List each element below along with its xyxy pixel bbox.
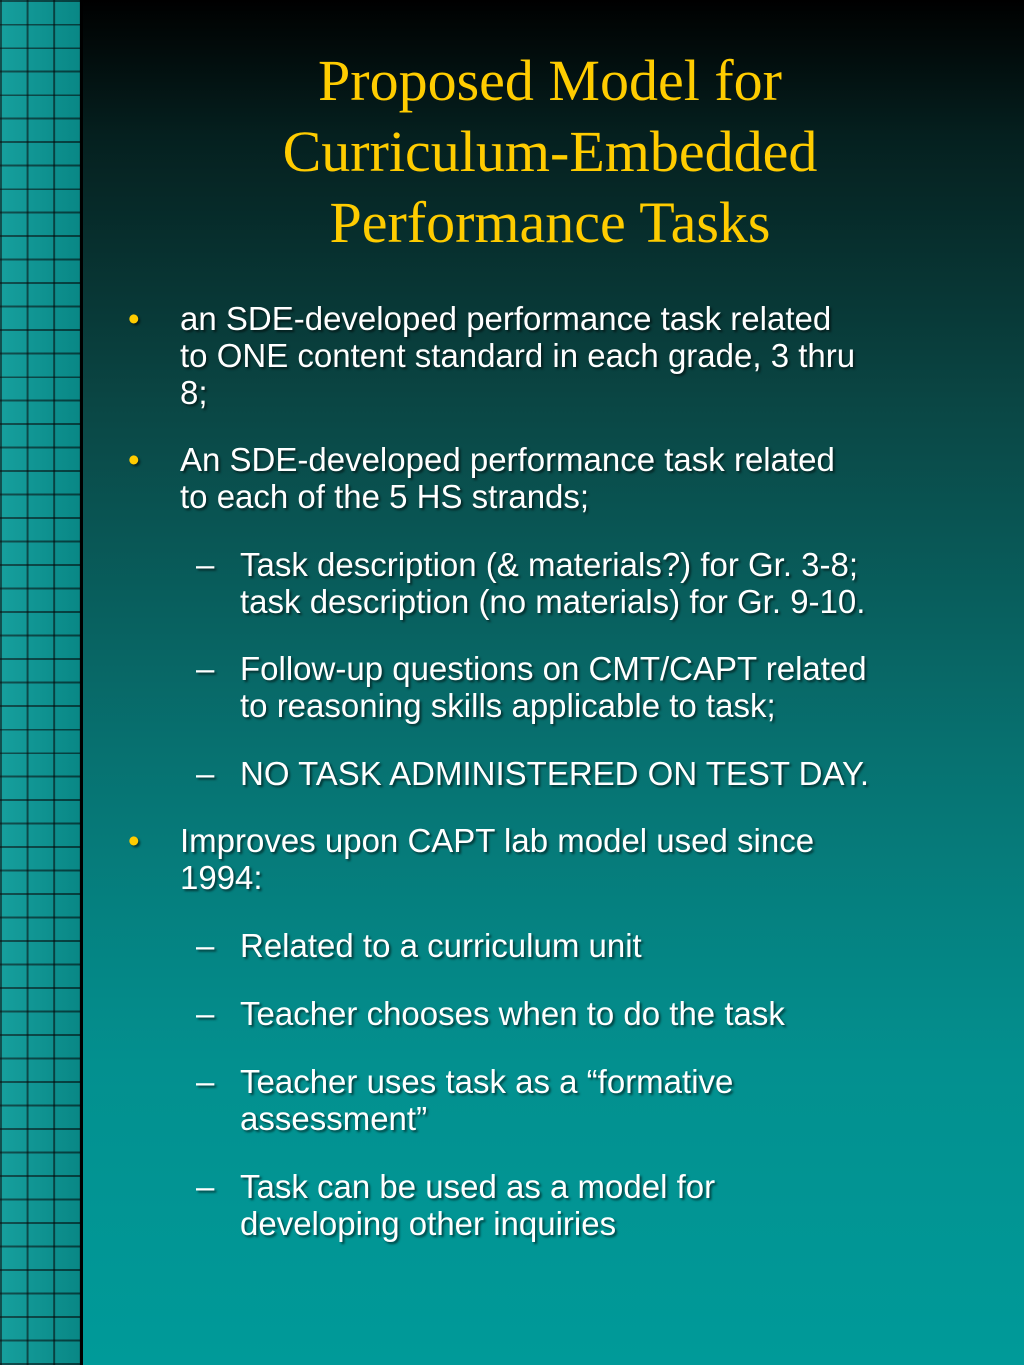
bullet-text-line: 1994: (180, 859, 263, 896)
bullet-marker: • (128, 300, 140, 337)
sub-bullet-item (196, 995, 1000, 1032)
bullet-text-line: an SDE-developed performance task related (180, 300, 832, 337)
bullet-marker: • (128, 822, 140, 859)
sub-bullet-text-line: Task description (& materials?) for Gr. 3-8; (240, 546, 859, 583)
sub-bullet-text-line: Related to a curriculum unit (240, 927, 642, 964)
bullet-text-line: Improves upon CAPT lab model used since (180, 822, 815, 859)
sub-bullet-item (196, 650, 1000, 724)
sub-bullet-text-line: task description (no materials) for Gr. 9-10. (240, 583, 866, 620)
sub-bullet-item (196, 1063, 1000, 1137)
sub-bullet-marker: – (196, 995, 215, 1032)
bullet-item (128, 300, 980, 411)
sub-bullet-marker: – (196, 1063, 215, 1100)
title-line: Proposed Model for (318, 48, 782, 113)
title-line: Curriculum-Embedded (282, 119, 818, 184)
sub-bullet-marker: – (196, 755, 215, 792)
sub-bullet-text-line: Teacher chooses when to do the task (240, 995, 785, 1032)
bullet-item (128, 822, 980, 896)
bullet-text-line: 8; (180, 374, 208, 411)
sub-bullet-marker: – (196, 546, 215, 583)
sub-bullet-text-line: developing other inquiries (240, 1205, 617, 1242)
sub-bullet-text-line: Teacher uses task as a “formative (240, 1063, 734, 1100)
bullet-text-line: to each of the 5 HS strands; (180, 478, 590, 515)
sub-bullet-item (196, 546, 1000, 620)
sub-bullet-item (196, 755, 1000, 792)
sub-bullet-text-line: assessment” (240, 1100, 428, 1137)
sub-bullet-marker: – (196, 1168, 215, 1205)
sub-bullet-marker: – (196, 650, 215, 687)
sub-bullet-item (196, 1168, 1000, 1242)
sub-bullet-text-line: Follow-up questions on CMT/CAPT related (240, 650, 867, 687)
title-line: Performance Tasks (329, 190, 771, 255)
bullet-text-line: An SDE-developed performance task related (180, 441, 835, 478)
sub-bullet-item (196, 927, 1000, 964)
bullet-marker: • (128, 441, 140, 478)
bullet-item (128, 441, 980, 515)
sub-bullet-text-line: to reasoning skills applicable to task; (240, 687, 776, 724)
bullet-text-line: to ONE content standard in each grade, 3 thru (180, 337, 856, 374)
sub-bullet-marker: – (196, 927, 215, 964)
sub-bullet-text-line: NO TASK ADMINISTERED ON TEST DAY. (240, 755, 869, 792)
sub-bullet-text-line: Task can be used as a model for (240, 1168, 716, 1205)
